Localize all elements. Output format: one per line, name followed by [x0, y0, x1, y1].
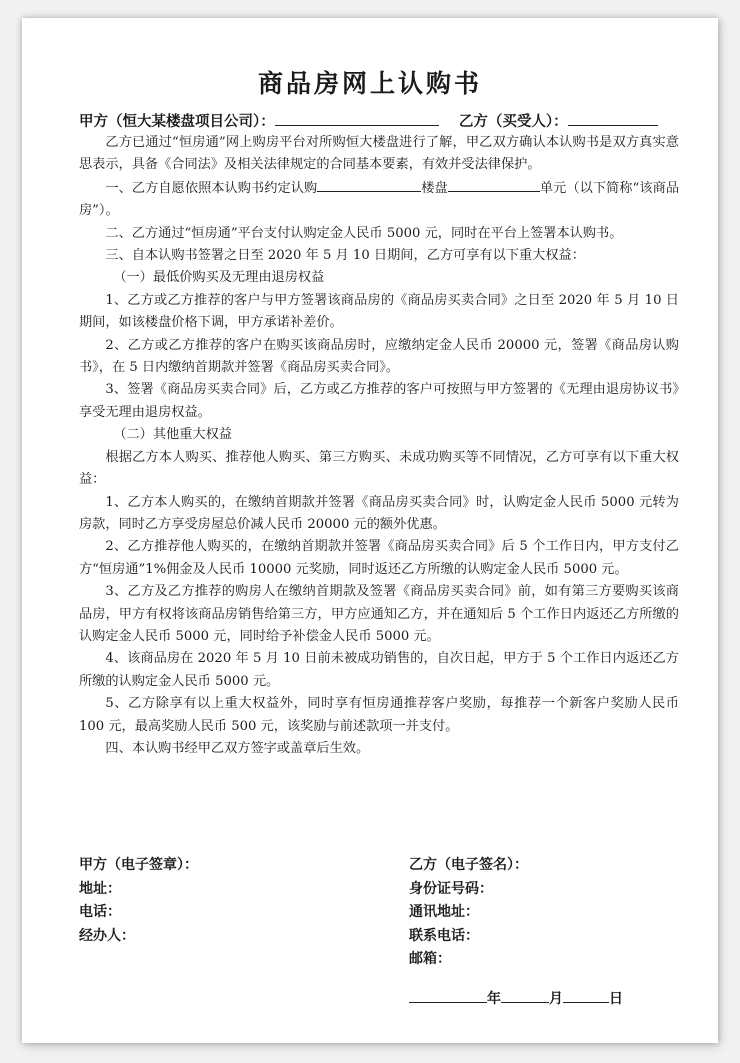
clause-three: 三、自本认购书签署之日至 2020 年 5 月 10 日期间，乙方可享有以下重大权益： [105, 248, 585, 264]
party-b-sign-label: 乙方（电子签名）： [409, 857, 528, 873]
document-body [79, 132, 679, 760]
party-b-signature [409, 854, 528, 972]
party-b-blank [568, 111, 658, 126]
day-label: 日 [609, 991, 623, 1007]
clause-one-suffix: 单元（以下简称“该商品房”）。 [79, 180, 680, 219]
agent-label: 经办人： [79, 927, 135, 944]
id-number-label: 身份证号码： [409, 880, 493, 897]
benefit-1-2: 2、乙方或乙方推荐的客户在购买该商品房时，应缴纳定金人民币 20000 元，签署《商品房认购书》，在 5 日内缴纳首期款并签署《商品房买卖合同》。 [79, 337, 679, 376]
party-a-label: 甲方（恒大某楼盘项目公司）： [79, 114, 275, 130]
party-b-label: 乙方（买受人）： [458, 114, 568, 130]
date-line [409, 988, 623, 1008]
year-blank [409, 988, 487, 1003]
party-a-signature [79, 854, 198, 948]
clause-one [79, 177, 679, 223]
signature-block [79, 854, 679, 1014]
month-blank [501, 988, 549, 1003]
document-page [22, 18, 718, 1043]
benefit-2-3: 3、乙方及乙方推荐的购房人在缴纳首期款及签署《商品房买卖合同》前，如有第三方要购买该商品房，甲方有权将该商品房销售给第三方，甲方应通知乙方，并在通知后 5 个工作日内返还乙方所缴的认购定金人民币 5000 元，同时给予补偿金人民币 5000 元。 [79, 584, 679, 644]
property-blank [317, 177, 421, 192]
section-2-intro: 根据乙方本人购买、推荐他人购买、第三方购买、未成功购买等不同情况，乙方可享有以下重大权益： [79, 449, 679, 488]
day-blank [563, 988, 609, 1003]
clause-two: 二、乙方通过“恒房通”平台支付认购定金人民币 5000 元，同时在平台上签署本认购书。 [105, 225, 623, 241]
clause-one-prefix: 一、乙方自愿依照本认购书约定认购 [105, 180, 318, 196]
clause-one-mid: 楼盘 [421, 180, 448, 196]
section-heading-2: （二）其他重大权益 [113, 427, 232, 443]
party-a-blank [275, 111, 439, 126]
party-a-seal-label: 甲方（电子签章）： [79, 857, 198, 873]
benefit-2-4: 4、该商品房在 2020 年 5 月 10 日前未被成功销售的，自次日起，甲方于 5 个工作日内返还乙方所缴的认购定金人民币 5000 元。 [79, 651, 679, 689]
benefit-2-1: 1、乙方本人购买的，在缴纳首期款并签署《商品房买卖合同》时，认购定金人民币 5000 元转为房款，同时乙方享受房屋总价减人民币 20000 元的额外优惠。 [79, 494, 679, 532]
benefit-2-2: 2、乙方推荐他人购买的，在缴纳首期款并签署《商品房买卖合同》后 5 个工作日内，甲方支付乙方“恒房通”1%佣金及人民币 10000 元奖励，同时返还乙方所缴的认购定金人民币 5000 元。 [79, 539, 679, 577]
benefit-1-1: 1、乙方或乙方推荐的客户与甲方签署该商品房的《商品房买卖合同》之日至 2020 年 5 月 10 日期间，如该楼盘价格下调，甲方承诺补差价。 [79, 292, 679, 331]
contact-phone-label: 联系电话： [409, 927, 479, 944]
phone-label: 电话： [79, 904, 121, 920]
email-label: 邮箱： [409, 951, 451, 967]
benefit-1-3: 3、签署《商品房买卖合同》后，乙方或乙方推荐的客户可按照与甲方签署的《无理由退房协议书》享受无理由退房权益。 [79, 382, 679, 420]
year-label: 年 [487, 991, 501, 1007]
section-heading-1: （一）最低价购买及无理由退房权益 [113, 270, 325, 286]
benefit-2-5: 5、乙方除享有以上重大权益外，同时享有恒房通推荐客户奖励，每推荐一个新客户奖励人民币 100 元，最高奖励人民币 500 元，该奖励与前述款项一并支付。 [79, 696, 679, 734]
mail-address-label: 通讯地址： [409, 904, 479, 920]
month-label: 月 [549, 991, 563, 1007]
address-label: 地址： [79, 880, 121, 897]
document-title: 商品房网上认购书 [257, 69, 482, 98]
parties-line [79, 110, 679, 131]
clause-four: 四、本认购书经甲乙双方签字或盖章后生效。 [105, 740, 370, 756]
unit-blank [448, 177, 540, 192]
intro-paragraph: 乙方已通过“恒房通”网上购房平台对所购恒大楼盘进行了解，甲乙双方确认本认购书是双方真实意思表示，具备《合同法》及相关法律规定的合同基本要素，有效并受法律保护。 [79, 135, 679, 173]
